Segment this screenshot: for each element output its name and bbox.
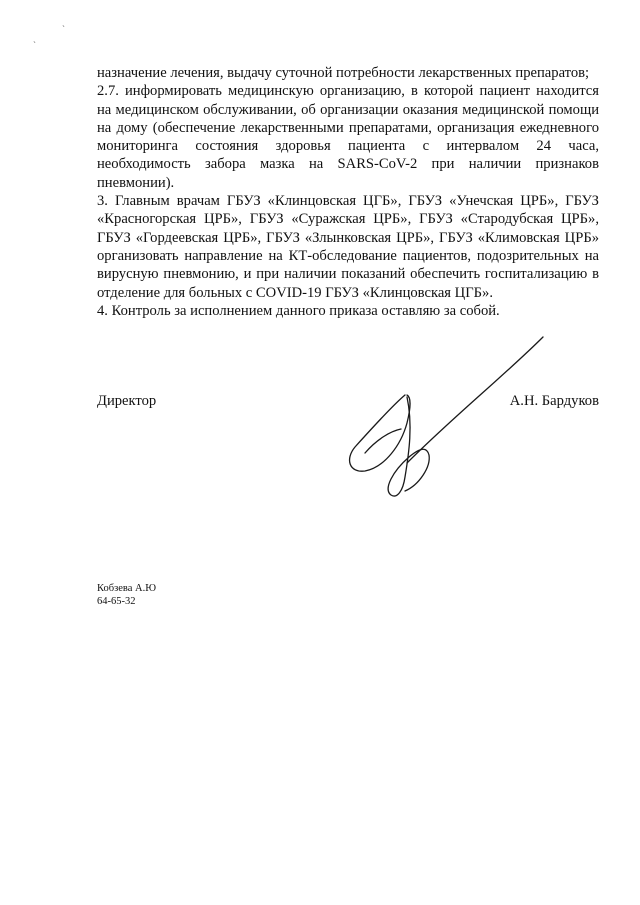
signer-name: А.Н. Бардуков <box>509 393 599 409</box>
document-body <box>97 64 599 320</box>
scan-mark: ` <box>62 24 65 34</box>
paragraph-3: 3. Главным врачам ГБУЗ «Клинцовская ЦГБ», ГБУЗ «Унечская ЦРБ», ГБУЗ «Красногорская ЦРБ», ГБУЗ «Суражская ЦРБ», ГБУЗ «Стародубская ЦРБ», ГБУЗ «Гордеевская ЦРБ», ГБУЗ «Злынковская ЦРБ», ГБУЗ «Климовская ЦРБ» организовать направление на КТ-обследование пациентов, подозрительных на вирусную пневмонию, и при наличии показаний обеспечить госпитализацию в отделение для больных с COVID-19 ГБУЗ «Клинцовская ЦГБ». <box>97 193 599 301</box>
handwritten-signature <box>335 335 550 505</box>
signer-role: Директор <box>97 393 157 409</box>
paragraph-continuation: назначение лечения, выдачу суточной потребности лекарственных препаратов; <box>97 65 590 81</box>
scan-mark: ` <box>33 40 36 50</box>
executor-info <box>97 582 156 608</box>
paragraph-4: 4. Контроль за исполнением данного приказа оставляю за собой. <box>97 302 500 319</box>
paragraph-2-7: 2.7. информировать медицинскую организацию, в которой пациент находится на медицинском обслуживании, об организации оказания медицинской помощи на дому (обеспечение лекарственными препаратами, организация ежедневного мониторинга состояния здоровья пациента с интервалом 24 часа, необходимость забора мазка на SARS-CoV-2 при наличии признаков пневмонии). <box>97 83 599 191</box>
executor-phone: 64-65-32 <box>97 596 136 607</box>
executor-name: Кобзева А.Ю <box>97 583 156 594</box>
